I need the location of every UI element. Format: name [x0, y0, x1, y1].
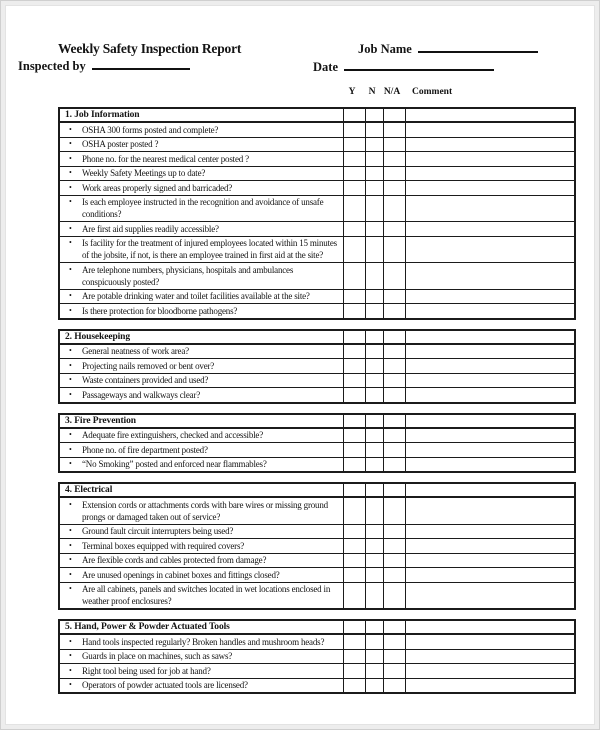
question-text: Are telephone numbers, physicians, hospitals and ambulances conspicuously posted? [82, 264, 294, 287]
na-answer-cell[interactable] [383, 345, 405, 359]
question-cell [60, 374, 343, 388]
na-answer-cell[interactable] [383, 568, 405, 582]
na-answer-cell[interactable] [383, 635, 405, 649]
bullet-icon: • [69, 569, 72, 579]
no-answer-cell[interactable] [365, 621, 383, 633]
no-answer-cell[interactable] [365, 345, 383, 359]
no-answer-cell[interactable] [365, 181, 383, 195]
na-answer-cell[interactable] [383, 484, 405, 496]
no-answer-cell[interactable] [365, 359, 383, 373]
yes-answer-cell[interactable] [343, 345, 365, 359]
yes-answer-cell[interactable] [343, 635, 365, 649]
no-answer-cell[interactable] [365, 554, 383, 568]
section-title-cell [60, 484, 343, 496]
question-cell [60, 429, 343, 443]
no-answer-cell[interactable] [365, 443, 383, 457]
comment-cell[interactable] [405, 196, 574, 222]
na-answer-cell[interactable] [383, 109, 405, 121]
no-answer-cell[interactable] [365, 152, 383, 166]
question-row [60, 429, 574, 443]
column-header-yes: Y [348, 87, 356, 97]
bullet-icon: • [69, 291, 72, 300]
question-text: Hand tools inspected regularly? Broken handles and mushroom heads? [82, 636, 325, 647]
question-row [60, 553, 574, 568]
question-text: OSHA poster posted ? [82, 139, 159, 149]
question-row [60, 151, 574, 166]
question-text: Operators of powder actuated tools are licensed? [82, 680, 248, 690]
question-row [60, 137, 574, 152]
no-answer-cell[interactable] [365, 415, 383, 427]
comment-cell[interactable] [405, 167, 574, 181]
na-answer-cell[interactable] [383, 525, 405, 539]
comment-cell[interactable] [405, 123, 574, 137]
no-answer-cell[interactable] [365, 650, 383, 664]
question-row [60, 649, 574, 664]
section-header-row [60, 331, 574, 345]
question-row [60, 303, 574, 318]
date-blank-line[interactable] [344, 60, 494, 71]
inspection-section [58, 619, 576, 694]
bullet-icon: • [69, 197, 72, 206]
question-cell [60, 123, 343, 137]
question-row [60, 678, 574, 693]
question-cell [60, 222, 343, 236]
question-text: Are flexible cords and cables protected from damage? [82, 555, 267, 565]
question-cell [60, 498, 343, 524]
question-cell [60, 345, 343, 359]
question-row [60, 262, 574, 289]
section-title: 1. Job Information [65, 110, 140, 120]
yes-answer-cell[interactable] [343, 568, 365, 582]
inspection-section [58, 482, 576, 610]
comment-cell[interactable] [405, 664, 574, 678]
question-text: Adequate fire extinguishers, checked and accessible? [82, 430, 264, 440]
comment-cell[interactable] [405, 443, 574, 457]
job-name-label: Job Name [358, 42, 412, 56]
question-cell [60, 443, 343, 457]
question-text: Are first aid supplies readily accessible? [82, 223, 219, 234]
yes-answer-cell[interactable] [343, 109, 365, 121]
na-answer-cell[interactable] [383, 196, 405, 222]
bullet-icon: • [69, 182, 72, 192]
na-answer-cell[interactable] [383, 290, 405, 304]
no-answer-cell[interactable] [365, 498, 383, 524]
question-cell [60, 554, 343, 568]
yes-answer-cell[interactable] [343, 679, 365, 693]
comment-cell[interactable] [405, 388, 574, 402]
question-cell [60, 181, 343, 195]
question-text: Is facility for the treatment of injured employees located within 15 minutes of the jobsite, if not, is there an employee trained in first aid at the site? [82, 238, 337, 260]
comment-cell[interactable] [405, 331, 574, 343]
inspection-section [58, 107, 576, 320]
bullet-icon: • [69, 526, 72, 535]
yes-answer-cell[interactable] [343, 359, 365, 373]
question-text: Phone no. for the nearest medical center posted ? [82, 153, 249, 164]
yes-answer-cell[interactable] [343, 152, 365, 166]
na-answer-cell[interactable] [383, 167, 405, 181]
na-answer-cell[interactable] [383, 539, 405, 553]
yes-answer-cell[interactable] [343, 123, 365, 137]
comment-cell[interactable] [405, 152, 574, 166]
section-title-cell [60, 621, 343, 633]
na-answer-cell[interactable] [383, 664, 405, 678]
na-answer-cell[interactable] [383, 650, 405, 664]
no-answer-cell[interactable] [365, 263, 383, 289]
na-answer-cell[interactable] [383, 388, 405, 402]
bullet-icon: • [69, 346, 72, 355]
comment-cell[interactable] [405, 181, 574, 195]
yes-answer-cell[interactable] [343, 484, 365, 496]
bullet-icon: • [69, 375, 72, 384]
no-answer-cell[interactable] [365, 304, 383, 318]
comment-cell[interactable] [405, 429, 574, 443]
job-name-blank-line[interactable] [418, 42, 538, 53]
comment-cell[interactable] [405, 539, 574, 553]
section-title: 4. Electrical [65, 485, 113, 495]
bullet-icon: • [69, 153, 72, 163]
question-cell [60, 539, 343, 553]
bullet-icon: • [69, 305, 72, 315]
question-cell [60, 359, 343, 373]
no-answer-cell[interactable] [365, 374, 383, 388]
question-cell [60, 237, 343, 263]
date-field [313, 60, 494, 75]
na-answer-cell[interactable] [383, 359, 405, 373]
question-cell [60, 679, 343, 693]
question-text: Weekly Safety Meetings up to date? [82, 168, 206, 178]
yes-answer-cell[interactable] [343, 650, 365, 664]
question-text: Is there protection for bloodborne pathogens? [82, 305, 238, 316]
section-header-row [60, 109, 574, 123]
bullet-icon: • [69, 430, 72, 439]
question-cell [60, 525, 343, 539]
bullet-icon: • [69, 360, 72, 370]
na-answer-cell[interactable] [383, 123, 405, 137]
question-row [60, 567, 574, 582]
comment-cell[interactable] [405, 290, 574, 304]
question-cell [60, 290, 343, 304]
question-row [60, 373, 574, 388]
question-text: Guards in place on machines, such as saws? [82, 651, 233, 661]
yes-answer-cell[interactable] [343, 374, 365, 388]
inspected-by-blank-line[interactable] [92, 59, 190, 70]
question-row [60, 442, 574, 457]
question-text: Ground fault circuit interrupters being used? [82, 526, 234, 536]
question-text: Terminal boxes equipped with required covers? [82, 540, 245, 551]
no-answer-cell[interactable] [365, 583, 383, 609]
bullet-icon: • [69, 264, 72, 274]
na-answer-cell[interactable] [383, 331, 405, 343]
no-answer-cell[interactable] [365, 222, 383, 236]
inspection-section [58, 413, 576, 474]
section-header-row [60, 415, 574, 429]
bullet-icon: • [69, 444, 72, 454]
section-title-cell [60, 415, 343, 427]
bullet-icon: • [69, 139, 72, 148]
na-answer-cell[interactable] [383, 679, 405, 693]
na-answer-cell[interactable] [383, 583, 405, 609]
question-row [60, 582, 574, 609]
question-text: General neatness of work area? [82, 346, 189, 356]
question-text: “No Smoking” posted and enforced near flammables? [82, 459, 267, 469]
na-answer-cell[interactable] [383, 374, 405, 388]
question-cell [60, 388, 343, 402]
date-label: Date [313, 60, 338, 74]
yes-answer-cell[interactable] [343, 222, 365, 236]
bullet-icon: • [69, 389, 72, 399]
sections-container [58, 107, 576, 694]
bullet-icon: • [69, 555, 72, 564]
comment-cell[interactable] [405, 222, 574, 236]
no-answer-cell[interactable] [365, 458, 383, 472]
comment-cell[interactable] [405, 568, 574, 582]
na-answer-cell[interactable] [383, 498, 405, 524]
no-answer-cell[interactable] [365, 484, 383, 496]
no-answer-cell[interactable] [365, 539, 383, 553]
no-answer-cell[interactable] [365, 196, 383, 222]
question-row [60, 180, 574, 195]
question-row [60, 498, 574, 524]
section-title: 2. Housekeeping [65, 331, 131, 342]
no-answer-cell[interactable] [365, 429, 383, 443]
na-answer-cell[interactable] [383, 415, 405, 427]
comment-cell[interactable] [405, 374, 574, 388]
comment-cell[interactable] [405, 458, 574, 472]
question-cell [60, 583, 343, 609]
no-answer-cell[interactable] [365, 568, 383, 582]
yes-answer-cell[interactable] [343, 331, 365, 343]
bullet-icon: • [69, 636, 72, 646]
section-title-cell [60, 331, 343, 343]
question-row [60, 663, 574, 678]
yes-answer-cell[interactable] [343, 539, 365, 553]
yes-answer-cell[interactable] [343, 237, 365, 263]
question-cell [60, 650, 343, 664]
no-answer-cell[interactable] [365, 109, 383, 121]
comment-cell[interactable] [405, 359, 574, 373]
bullet-icon: • [69, 124, 72, 134]
question-cell [60, 664, 343, 678]
section-title-cell [60, 109, 343, 121]
yes-answer-cell[interactable] [343, 388, 365, 402]
question-text: Are potable drinking water and toilet facilities available at the site? [82, 291, 310, 301]
na-answer-cell[interactable] [383, 138, 405, 152]
yes-answer-cell[interactable] [343, 429, 365, 443]
yes-answer-cell[interactable] [343, 498, 365, 524]
page-title: Weekly Safety Inspection Report [58, 41, 242, 56]
question-row [60, 457, 574, 472]
checklist-area [58, 87, 576, 703]
yes-answer-cell[interactable] [343, 138, 365, 152]
question-row [60, 236, 574, 263]
na-answer-cell[interactable] [383, 304, 405, 318]
bullet-icon: • [69, 540, 72, 550]
question-row [60, 524, 574, 539]
question-column-spacer [58, 87, 341, 103]
comment-cell[interactable] [405, 583, 574, 609]
yes-answer-cell[interactable] [343, 443, 365, 457]
yes-answer-cell[interactable] [343, 415, 365, 427]
section-header-row [60, 621, 574, 635]
na-answer-cell[interactable] [383, 621, 405, 633]
yes-answer-cell[interactable] [343, 525, 365, 539]
yes-answer-cell[interactable] [343, 664, 365, 678]
na-answer-cell[interactable] [383, 554, 405, 568]
question-cell [60, 263, 343, 289]
comment-cell[interactable] [405, 138, 574, 152]
answer-column-headers [58, 87, 576, 103]
bullet-icon: • [69, 168, 72, 177]
inspection-section [58, 329, 576, 404]
comment-cell[interactable] [405, 263, 574, 289]
yes-answer-cell[interactable] [343, 458, 365, 472]
question-cell [60, 196, 343, 222]
question-row [60, 195, 574, 222]
na-answer-cell[interactable] [383, 222, 405, 236]
section-header-row [60, 484, 574, 498]
na-answer-cell[interactable] [383, 263, 405, 289]
question-row [60, 345, 574, 359]
question-cell [60, 138, 343, 152]
question-row [60, 221, 574, 236]
no-answer-cell[interactable] [365, 679, 383, 693]
comment-cell[interactable] [405, 484, 574, 496]
column-header-comment: Comment [412, 87, 453, 97]
question-text: Waste containers provided and used? [82, 375, 209, 385]
no-answer-cell[interactable] [365, 290, 383, 304]
yes-answer-cell[interactable] [343, 167, 365, 181]
question-text: Work areas properly signed and barricaded? [82, 182, 233, 193]
job-name-field [358, 42, 538, 57]
comment-cell[interactable] [405, 650, 574, 664]
question-cell [60, 152, 343, 166]
no-answer-cell[interactable] [365, 664, 383, 678]
question-text: OSHA 300 forms posted and complete? [82, 124, 219, 135]
bullet-icon: • [69, 499, 72, 509]
question-row [60, 166, 574, 181]
question-row [60, 358, 574, 373]
question-cell [60, 304, 343, 318]
bullet-icon: • [69, 238, 72, 247]
question-cell [60, 568, 343, 582]
bullet-icon: • [69, 651, 72, 660]
question-text: Passageways and walkways clear? [82, 389, 201, 400]
no-answer-cell[interactable] [365, 331, 383, 343]
bullet-icon: • [69, 459, 72, 468]
question-text: Extension cords or attachments cords with bare wires or missing ground prongs or damaged taken out of service? [82, 499, 328, 522]
yes-answer-cell[interactable] [343, 554, 365, 568]
comment-cell[interactable] [405, 237, 574, 263]
comment-cell[interactable] [405, 679, 574, 693]
section-title: 5. Hand, Power & Powder Actuated Tools [65, 622, 230, 632]
no-answer-cell[interactable] [365, 167, 383, 181]
comment-cell[interactable] [405, 621, 574, 633]
question-text: Are all cabinets, panels and switches located in wet locations enclosed in weather proof enclosures? [82, 584, 331, 606]
comment-cell[interactable] [405, 304, 574, 318]
comment-cell[interactable] [405, 415, 574, 427]
bullet-icon: • [69, 223, 72, 233]
inspected-by-field [18, 59, 190, 74]
bullet-icon: • [69, 680, 72, 689]
yes-answer-cell[interactable] [343, 304, 365, 318]
comment-cell[interactable] [405, 525, 574, 539]
na-answer-cell[interactable] [383, 443, 405, 457]
question-row [60, 635, 574, 649]
na-answer-cell[interactable] [383, 237, 405, 263]
bullet-icon: • [69, 665, 72, 675]
question-row [60, 123, 574, 137]
comment-cell[interactable] [405, 345, 574, 359]
yes-answer-cell[interactable] [343, 621, 365, 633]
yes-answer-cell[interactable] [343, 263, 365, 289]
no-answer-cell[interactable] [365, 237, 383, 263]
inspected-by-label: Inspected by [18, 59, 86, 73]
question-text: Projecting nails removed or bent over? [82, 360, 215, 371]
na-answer-cell[interactable] [383, 181, 405, 195]
comment-cell[interactable] [405, 109, 574, 121]
column-header-no: N [368, 87, 376, 97]
comment-cell[interactable] [405, 635, 574, 649]
comment-cell[interactable] [405, 498, 574, 524]
no-answer-cell[interactable] [365, 388, 383, 402]
no-answer-cell[interactable] [365, 138, 383, 152]
question-text: Right tool being used for job at hand? [82, 665, 211, 676]
no-answer-cell[interactable] [365, 635, 383, 649]
na-answer-cell[interactable] [383, 458, 405, 472]
question-cell [60, 635, 343, 649]
question-cell [60, 458, 343, 472]
bullet-icon: • [69, 584, 72, 593]
question-cell [60, 167, 343, 181]
no-answer-cell[interactable] [365, 525, 383, 539]
question-text: Phone no. of fire department posted? [82, 444, 208, 455]
comment-cell[interactable] [405, 554, 574, 568]
question-text: Are unused openings in cabinet boxes and fittings closed? [82, 569, 280, 580]
yes-answer-cell[interactable] [343, 583, 365, 609]
section-title: 3. Fire Prevention [65, 415, 136, 426]
question-row [60, 538, 574, 553]
question-row [60, 387, 574, 402]
no-answer-cell[interactable] [365, 123, 383, 137]
yes-answer-cell[interactable] [343, 196, 365, 222]
na-answer-cell[interactable] [383, 429, 405, 443]
question-row [60, 289, 574, 304]
yes-answer-cell[interactable] [343, 181, 365, 195]
question-text: Is each employee instructed in the recognition and avoidance of unsafe conditions? [82, 197, 324, 219]
yes-answer-cell[interactable] [343, 290, 365, 304]
column-header-na: N/A [383, 87, 401, 97]
na-answer-cell[interactable] [383, 152, 405, 166]
